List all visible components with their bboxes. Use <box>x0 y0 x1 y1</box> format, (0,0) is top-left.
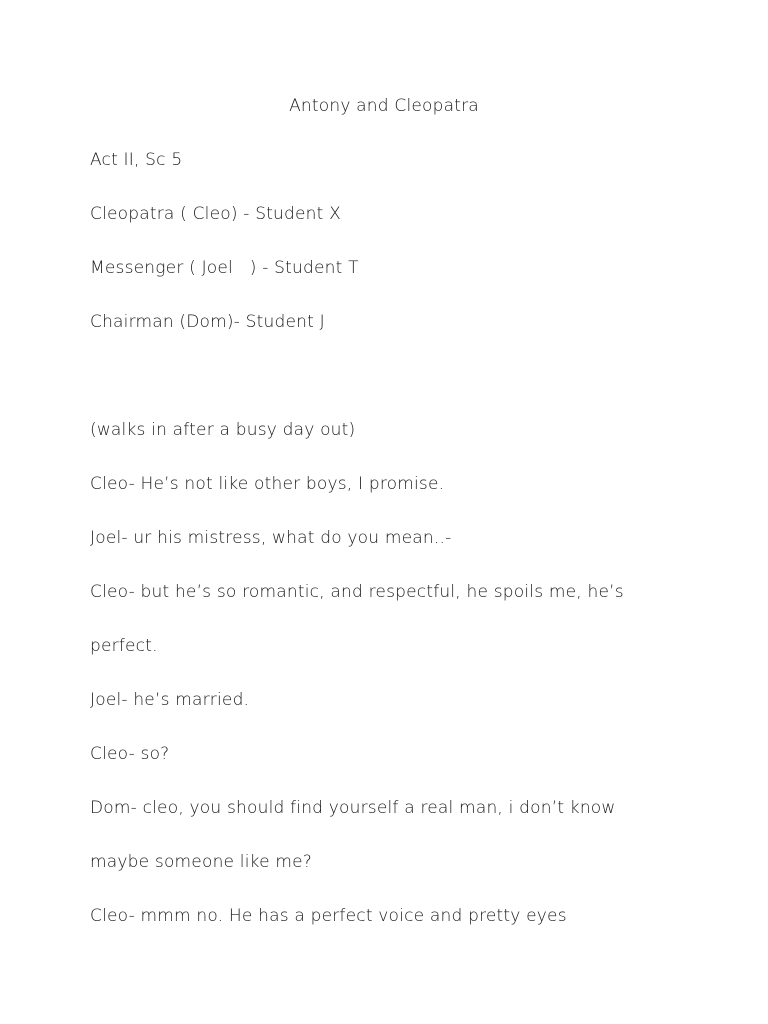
cast-line-cleopatra: Cleopatra ( Cleo) - Student X <box>90 204 341 224</box>
dialogue-line-continuation: maybe someone like me? <box>90 852 312 872</box>
dialogue-line: Dom- cleo, you should find yourself a real man, i don’t know <box>90 798 616 818</box>
document-title: Antony and Cleopatra <box>289 96 479 116</box>
dialogue-line: Cleo- mmm no. He has a perfect voice and pretty eyes <box>90 906 567 926</box>
stage-direction: (walks in after a busy day out) <box>90 420 356 440</box>
cast-line-messenger: Messenger ( Joel ) - Student T <box>90 258 359 278</box>
dialogue-line: Cleo- so? <box>90 744 170 764</box>
dialogue-line: Joel- he’s married. <box>90 690 250 710</box>
dialogue-line: Cleo- He’s not like other boys, I promise. <box>90 474 445 494</box>
dialogue-line: Cleo- but he’s so romantic, and respectful, he spoils me, he’s <box>90 582 624 602</box>
act-scene-line: Act II, Sc 5 <box>90 150 183 170</box>
cast-line-chairman: Chairman (Dom)- Student J <box>90 312 325 332</box>
dialogue-line: Joel- ur his mistress, what do you mean..- <box>90 528 452 548</box>
dialogue-line-continuation: perfect. <box>90 636 158 656</box>
